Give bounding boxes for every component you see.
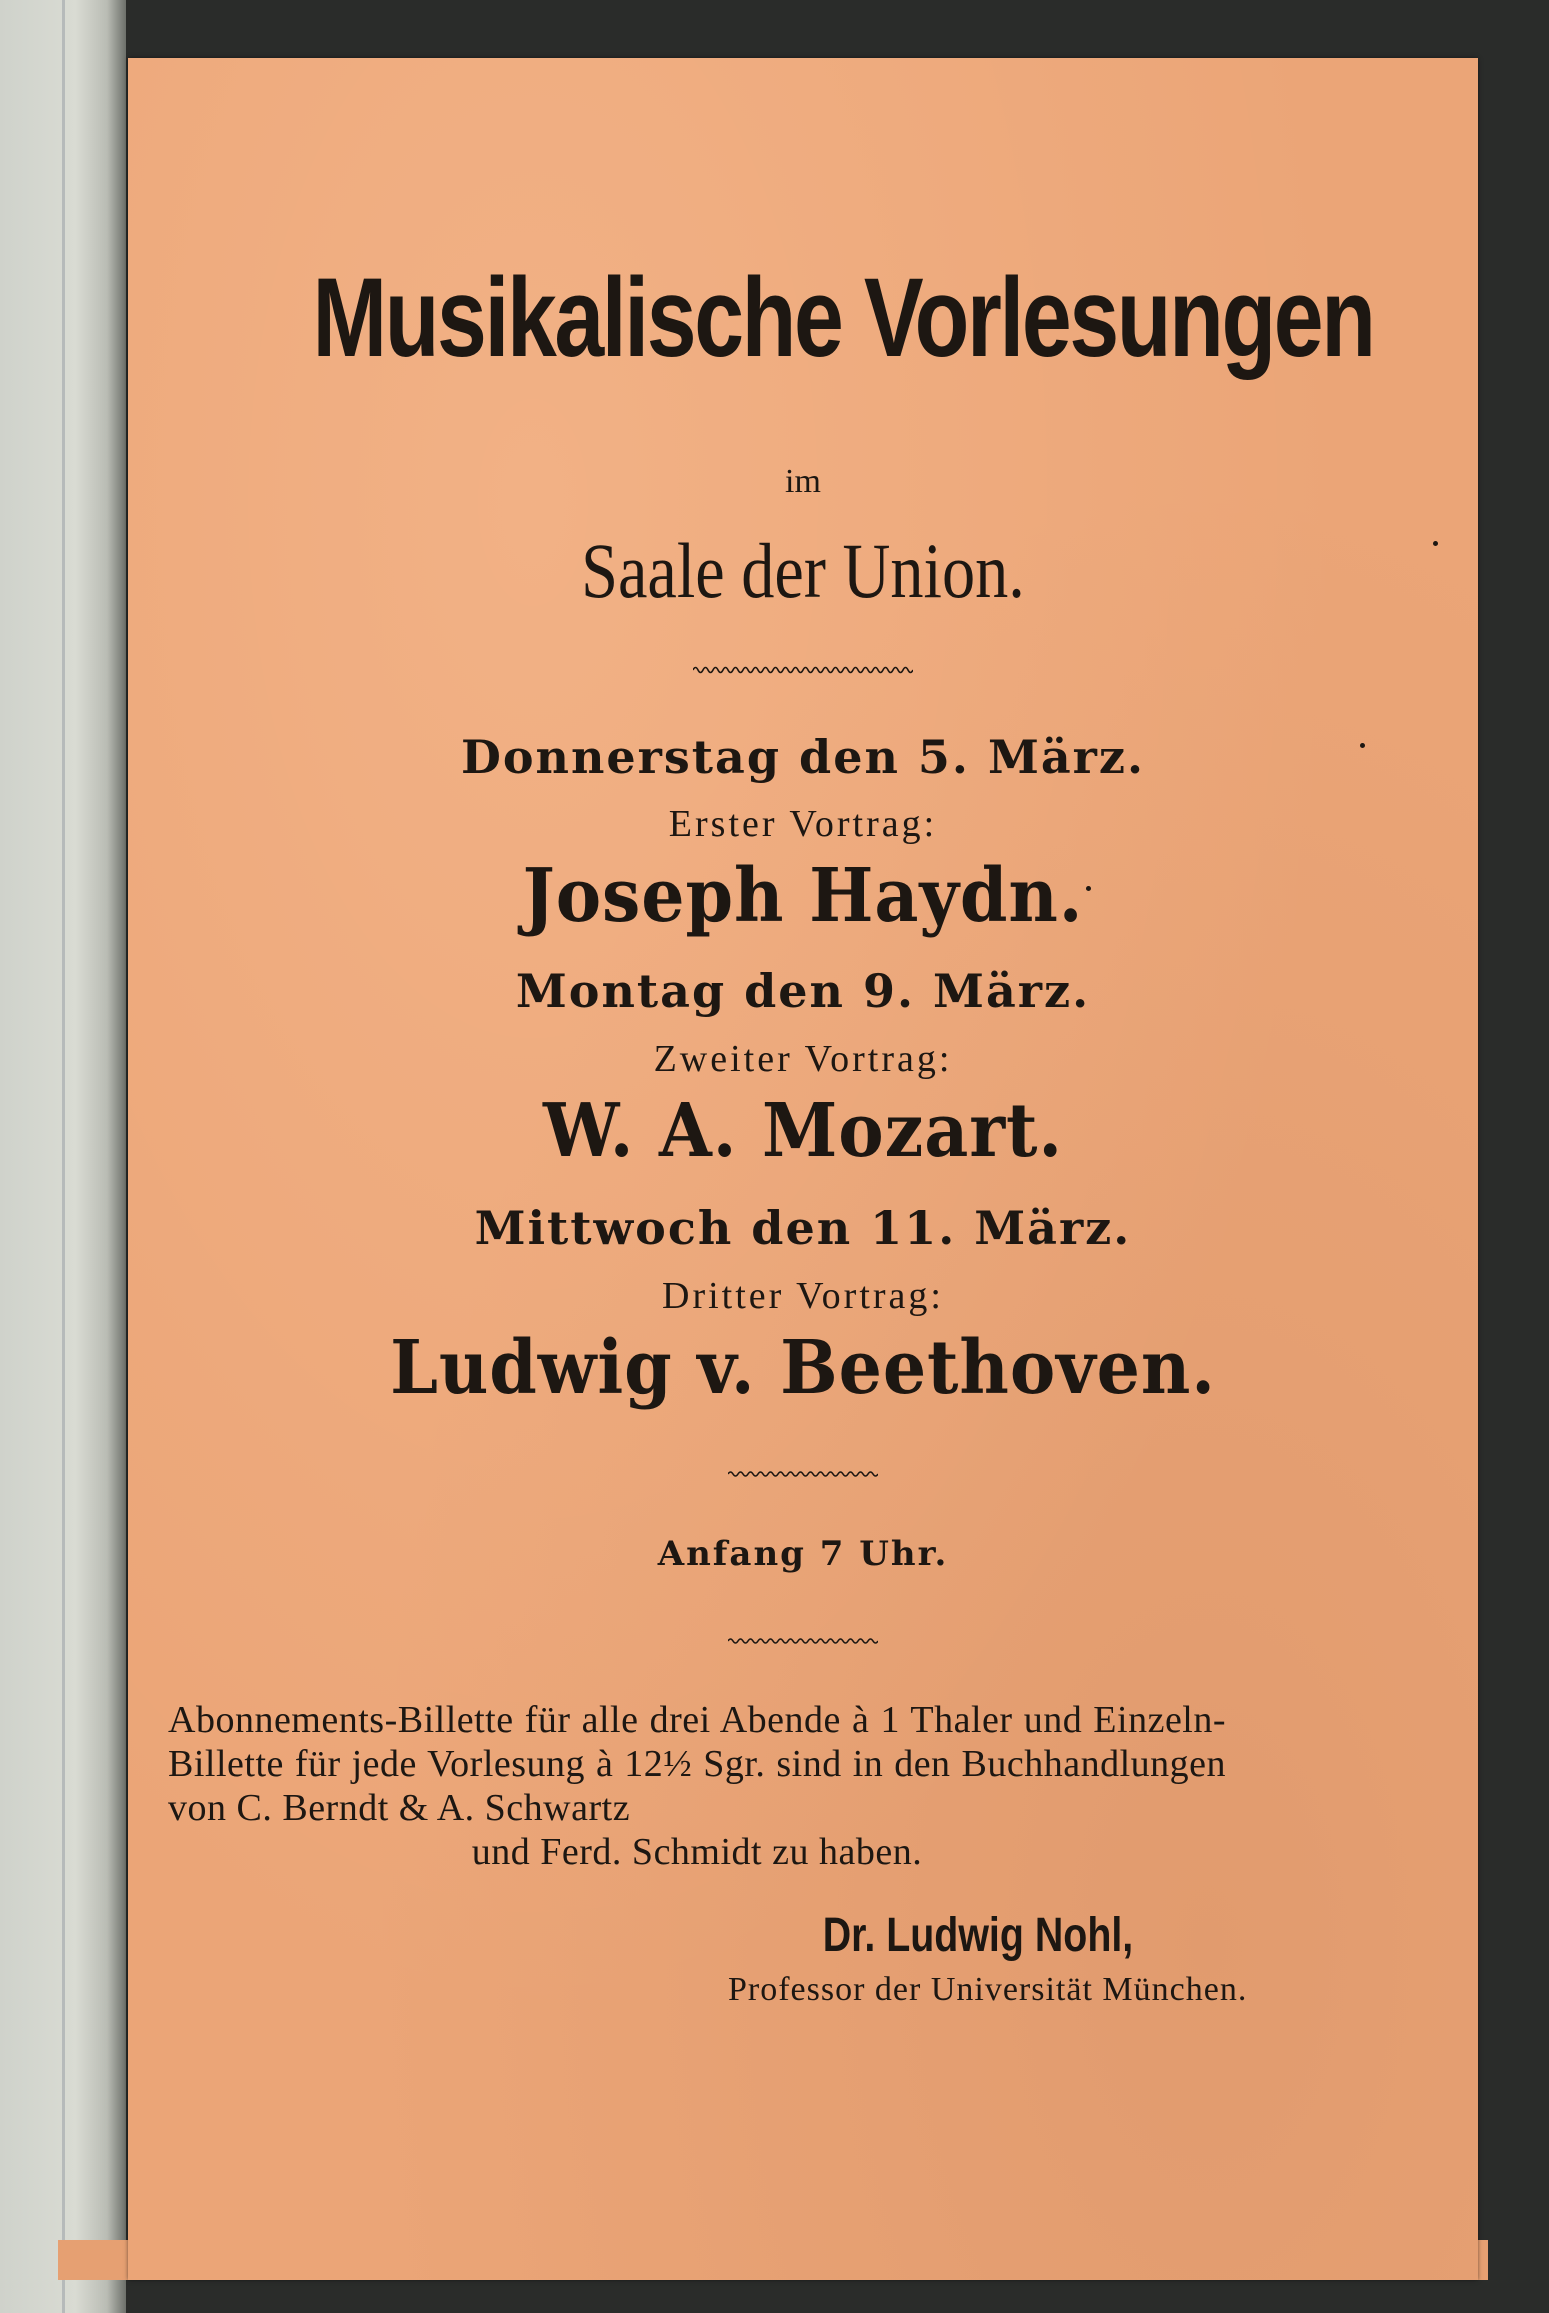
- ticket-line-2: und Einzeln-Billette für jede Vorlesung à 12½ Sgr. sind: [168, 1699, 1227, 1785]
- ticket-line-4: und Ferd. Schmidt zu haben.: [471, 1831, 923, 1873]
- lecture-composer-2: W. A. Mozart.: [542, 1088, 1064, 1174]
- adjacent-page-edge: [0, 0, 126, 2313]
- paper-speck: [1360, 743, 1365, 748]
- poster-im: im: [785, 463, 821, 500]
- lecture-composer-3: Ludwig v. Beethoven.: [390, 1325, 1216, 1411]
- paper-speck: [1433, 541, 1438, 546]
- wavy-divider: [728, 1635, 878, 1647]
- signature-block: [728, 1908, 1248, 2009]
- lecture-composer-1: Joseph Haydn.: [522, 853, 1084, 939]
- wavy-divider: [693, 663, 913, 677]
- ticket-line-1: Abonnements-Billette für alle drei Abende à 1 Thaler: [168, 1699, 1013, 1741]
- wavy-divider: [728, 1468, 878, 1480]
- ticket-info: [168, 1698, 1226, 1874]
- lecture-date-3: Mittwoch den 11. März.: [474, 1201, 1132, 1255]
- lecture-date-1: Donnerstag den 5. März.: [460, 730, 1146, 784]
- poster-sheet: [128, 58, 1478, 2280]
- page-margin-rule: [62, 0, 65, 2313]
- lecture-label-2: Zweiter Vortrag:: [653, 1038, 953, 1080]
- lecture-label-3: Dritter Vortrag:: [662, 1275, 944, 1317]
- start-time: Anfang 7 Uhr.: [657, 1534, 949, 1574]
- lecture-label-1: Erster Vortrag:: [668, 803, 938, 845]
- signature-title: Professor der Universität München.: [728, 1971, 1248, 2008]
- ticket-line-3: in den Buchhandlungen von C. Berndt & A. Schwartz: [168, 1743, 1227, 1829]
- poster-title: Musikalische Vorlesungen: [312, 255, 1374, 380]
- lecture-date-2: Montag den 9. März.: [515, 964, 1091, 1018]
- poster-content: [128, 58, 1478, 2280]
- paper-speck: [1086, 886, 1091, 891]
- poster-venue: Saale der Union.: [581, 527, 1025, 614]
- signature-name: Dr. Ludwig Nohl,: [822, 1909, 1134, 1962]
